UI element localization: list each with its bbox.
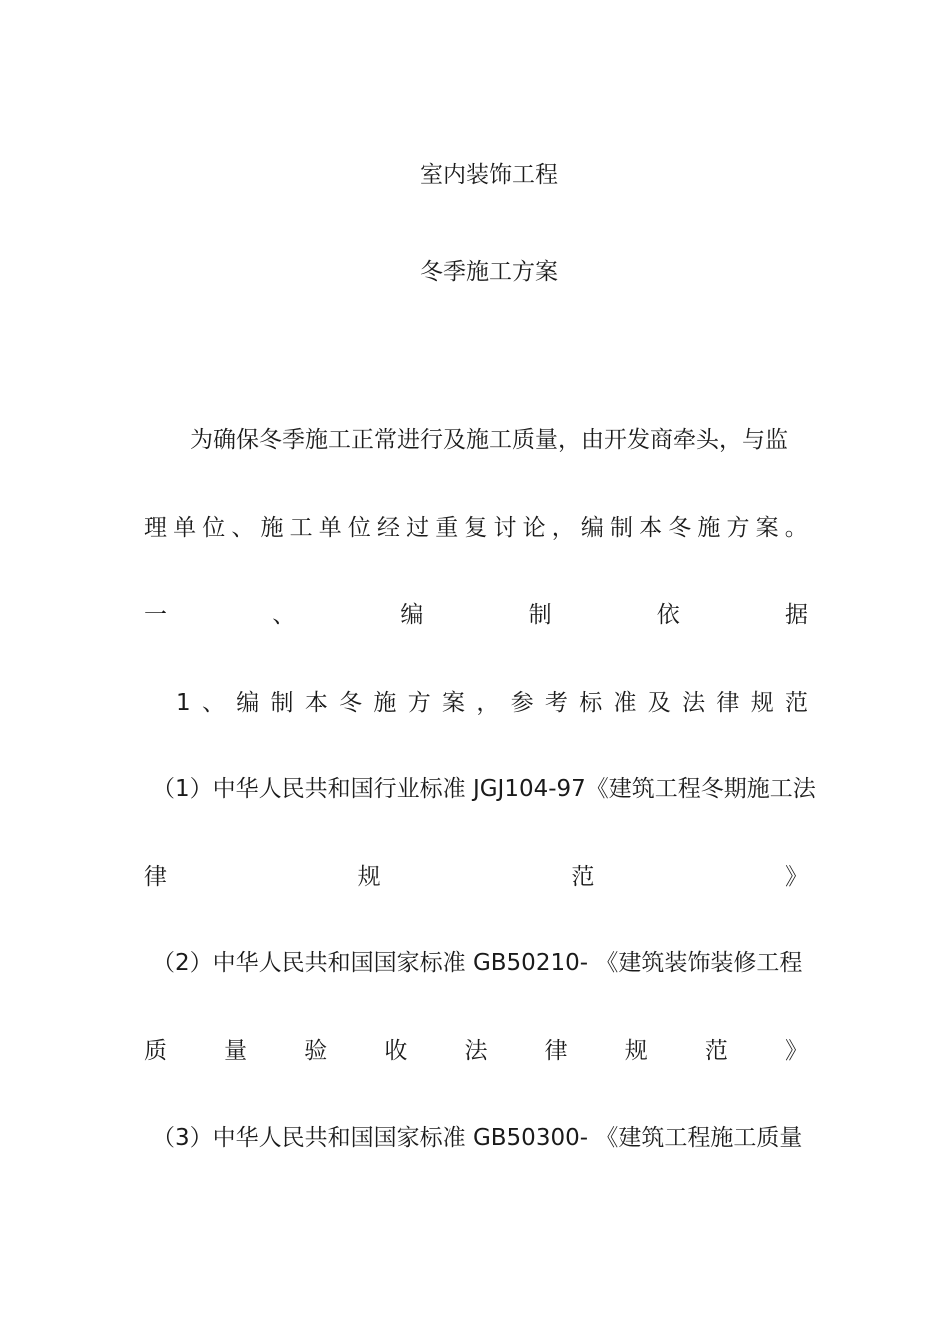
text-glyph: 、 [272,602,296,628]
text-glyph: 法 [464,1038,488,1064]
text-glyph: 质 [144,1038,167,1064]
text-glyph: 施 [697,515,721,541]
text-glyph: 律 [144,864,167,890]
text-glyph: 范 [784,690,808,716]
list-item [176,688,808,718]
text-glyph: 》 [785,1038,808,1064]
text-glyph: 量 [224,1038,248,1064]
paragraph-line: 为确保冬季施工正常进行及施工质量，由开发商牵头，与监 [190,427,788,453]
text-glyph: 范 [571,864,595,890]
text-glyph: 编 [400,602,424,628]
standard-ref-line: （2）中华人民共和国国家标准 GB50210- 《建筑装饰装修工程 [152,950,803,976]
text-glyph: 编 [580,515,604,541]
text-glyph: 》 [784,864,808,890]
text-glyph: ， [476,690,500,716]
standard-ref-line: （3）中华人民共和国国家标准 GB50300- 《建筑工程施工质量 [152,1125,803,1151]
standard-ref-line-justified [144,1036,808,1066]
text-glyph: 准 [613,690,637,716]
text-glyph: 制 [528,602,552,628]
text-glyph: 方 [407,690,431,716]
text-glyph: 制 [610,515,633,541]
text-glyph: 制 [270,690,294,716]
text-glyph: 施 [260,515,284,541]
text-glyph: 、 [231,515,255,541]
standard-ref-line-justified [144,862,808,892]
text-glyph: ， [551,515,575,541]
text-glyph: 复 [464,515,488,541]
text-glyph: 编 [236,690,260,716]
text-glyph: 范 [704,1038,728,1064]
text-glyph: 工 [289,515,313,541]
text-glyph: 。 [784,515,808,541]
paragraph-line-justified [144,513,808,543]
text-glyph: 本 [639,515,663,541]
text-glyph: 一 [144,602,167,628]
text-glyph: 讨 [493,515,517,541]
text-glyph: 方 [726,515,750,541]
text-glyph: 案 [755,515,779,541]
doc-subtitle: 冬季施工方案 [420,259,558,285]
text-glyph: 冬 [339,690,363,716]
text-glyph: 过 [406,515,430,541]
text-glyph: 案 [442,690,466,716]
standard-ref-line: （1）中华人民共和国行业标准 JGJ104-97《建筑工程冬期施工法 [152,776,816,802]
text-glyph: 、 [201,690,225,716]
text-glyph: 律 [544,1038,568,1064]
text-glyph: 验 [304,1038,328,1064]
text-glyph: 标 [579,690,603,716]
doc-title: 室内装饰工程 [420,162,558,188]
text-glyph: 及 [647,690,671,716]
text-glyph: 规 [357,864,381,890]
text-glyph: 位 [347,515,371,541]
text-glyph: 依 [656,602,680,628]
text-glyph: 单 [173,515,197,541]
text-glyph: 收 [384,1038,408,1064]
text-glyph: 重 [435,515,459,541]
text-glyph: 理 [144,515,167,541]
text-glyph: 论 [522,515,546,541]
text-glyph: 位 [202,515,226,541]
text-glyph: 参 [510,690,534,716]
text-glyph: 单 [318,515,342,541]
text-glyph: 法 [682,690,706,716]
text-glyph: 考 [544,690,568,716]
text-glyph: 本 [304,690,328,716]
text-glyph: 规 [750,690,774,716]
text-glyph: 冬 [668,515,692,541]
text-glyph: 规 [624,1038,648,1064]
text-glyph: 律 [716,690,740,716]
section-heading [144,600,808,630]
text-glyph: 1 [176,690,191,716]
text-glyph: 施 [373,690,397,716]
text-glyph: 经 [377,515,400,541]
text-glyph: 据 [784,602,808,628]
